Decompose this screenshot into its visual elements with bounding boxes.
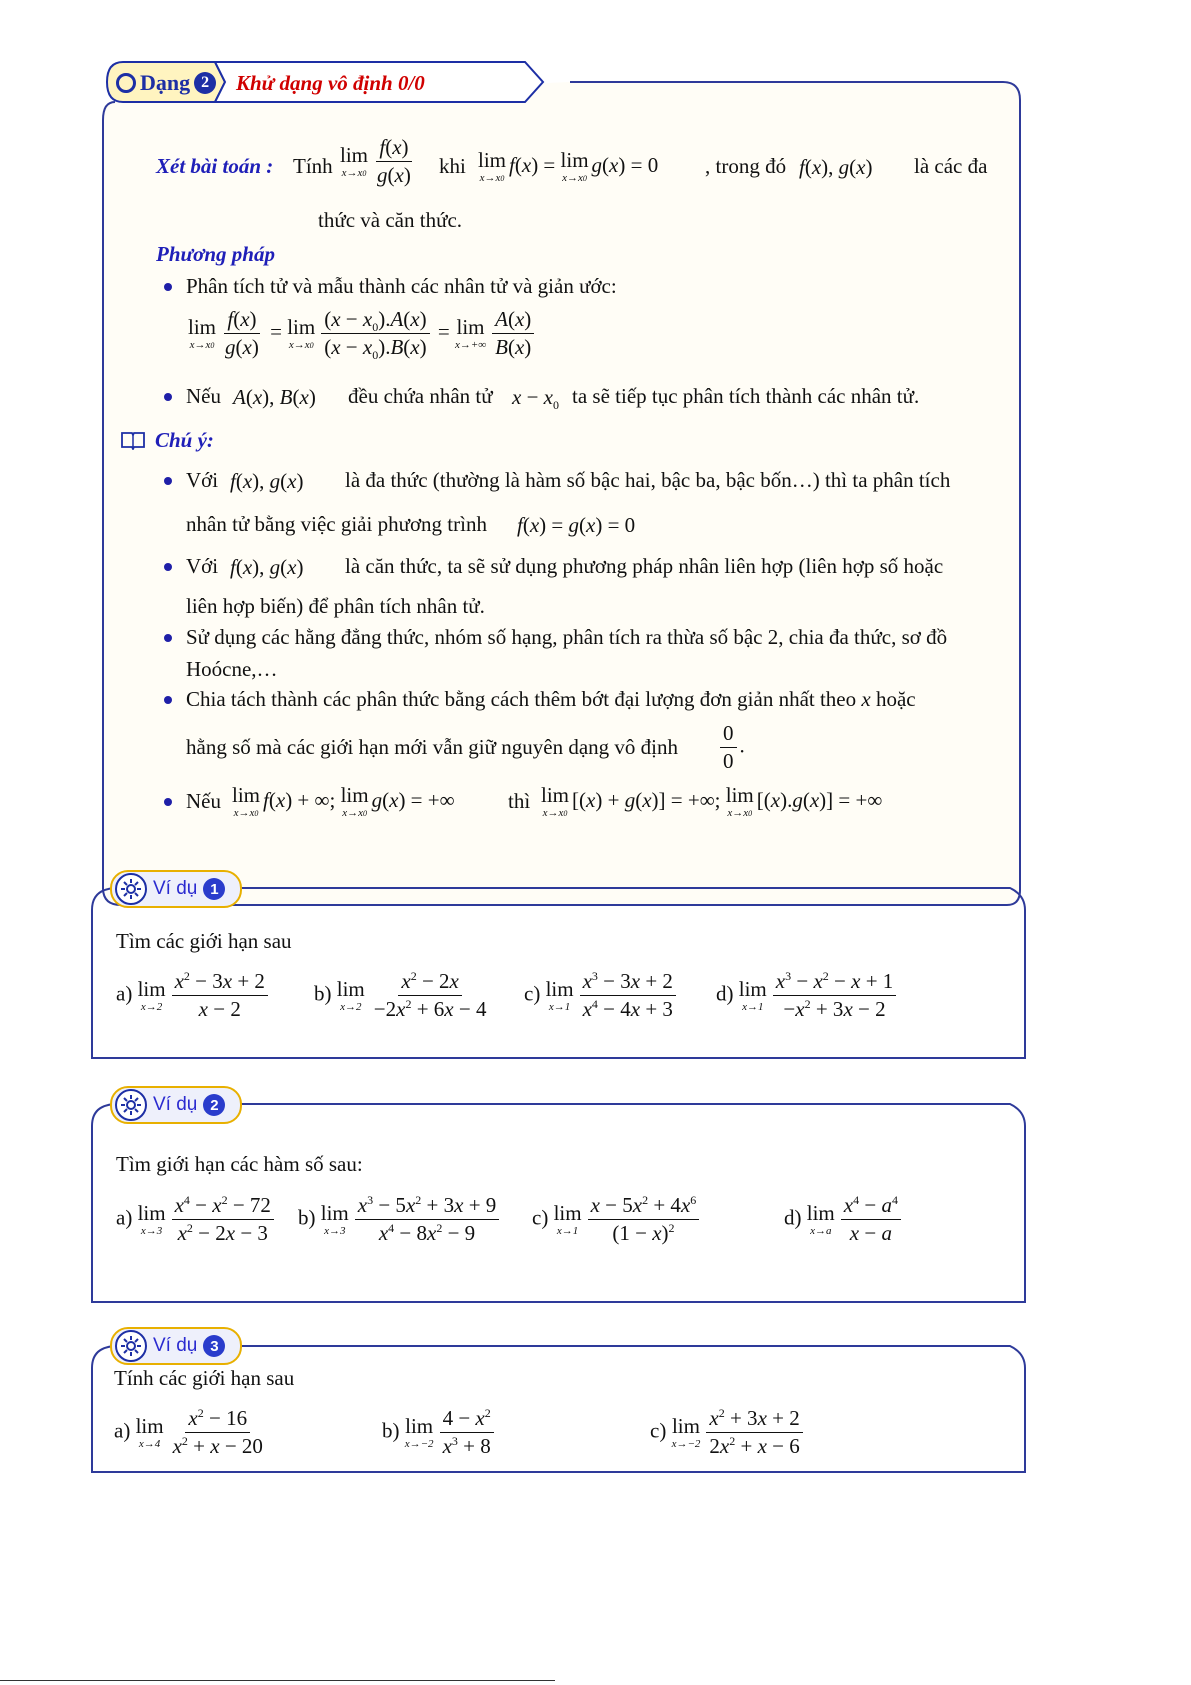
bullet-icon <box>164 634 172 642</box>
method-bullet-1: Phân tích tử và mẫu thành các nhân tử và giản ước: <box>186 274 617 298</box>
example-2-prompt: Tìm giới hạn các hàm số sau: <box>116 1152 363 1176</box>
note-title: Chú ý: <box>155 428 214 452</box>
gear-icon <box>115 1089 147 1121</box>
item-label: a) <box>116 981 133 1006</box>
note-n1-pre: Với <box>186 468 219 492</box>
header-title: Khử dạng vô định 0/0 <box>236 71 425 95</box>
example-1-item-b: b) lim x→2 $\frac{x^2 - 2x}{-2x^2 + 6x - 4}$ <box>314 969 487 1022</box>
bullet-icon <box>164 283 172 291</box>
formula-lim-zero: lim x→x0 f(x) = lim x→x0 g(x) = 0 <box>478 148 659 184</box>
example-3-prompt: Tính các giới hạn sau <box>114 1366 295 1390</box>
formula-infinity-condition: lim x→x0 f(x) + ∞; lim x→x0 g(x) = +∞ <box>232 783 455 819</box>
example-2-number: 2 <box>203 1094 225 1116</box>
example-3-number: 3 <box>203 1335 225 1357</box>
example-1-item-d: d) lim x→1 $\frac{x^3 - x^2 - x + 1}{-x^2 + 3x - 2}$ <box>716 968 899 1024</box>
header-dang <box>116 70 216 96</box>
bullet-icon <box>164 393 172 401</box>
formula-fx-gx: f(x), g(x) <box>230 555 304 579</box>
formula-fx-gx: f(x), g(x) <box>799 155 873 179</box>
example-1-item-c: c) lim x→1 $\frac{x^3 - 3x + 2}{x^4 - 4x + 3}$ <box>524 968 679 1024</box>
item-label: d) <box>716 981 734 1006</box>
note-n4-line1-b: hoặc <box>875 687 916 711</box>
bullet-icon <box>164 477 172 485</box>
book-icon <box>120 430 146 450</box>
circle-icon <box>116 73 136 93</box>
item-label: c) <box>650 1418 667 1443</box>
note-n2-pre: Với <box>186 554 219 578</box>
note-n2-post: là căn thức, ta sẽ sử dụng phương pháp nhân liên hợp (liên hợp số hoặc <box>345 554 944 578</box>
tinh-text: Tính <box>293 154 333 178</box>
item-label: a) <box>114 1418 131 1443</box>
trong-do-text: , trong đó <box>705 154 787 178</box>
example-1-number: 1 <box>203 878 225 900</box>
example-3-item-b: b) lim x→−2 $\frac{4 - x^2}{x^3 + 8}$ <box>382 1405 497 1461</box>
item-label: c) <box>532 1205 549 1230</box>
footer-rule <box>0 1680 555 1681</box>
example-3-label: Ví dụ <box>153 1335 198 1356</box>
method-b2-mid: đều chứa nhân tử <box>348 384 493 408</box>
example-1-prompt: Tìm các giới hạn sau <box>116 929 292 953</box>
example-2-item-b: b) lim x→3 $\frac{x^3 - 5x^2 + 3x + 9}{x^4 - 8x^2 - 9}$ <box>298 1192 502 1248</box>
bullet-icon <box>164 696 172 704</box>
formula-infinity-result: lim x→x0 [(x) + g(x)] = +∞; lim x→x0 [(x).g(x)] = +∞ <box>541 783 883 819</box>
note-n5-pre: Nếu <box>186 789 221 813</box>
formula-lim-f-over-g: lim x→x0 $\frac{f(x)}{g(x)}$ <box>340 135 411 188</box>
note-n4-line1: Chia tách thành các phân thức bằng cách thêm bớt đại lượng đơn giản nhất theo x hoặc <box>186 687 916 711</box>
dang-number: 2 <box>194 72 216 94</box>
xet-label: Xét bài toán : <box>156 154 274 178</box>
note-n3-line1: Sử dụng các hằng đẳng thức, nhóm số hạng, phân tích ra thừa số bậc 2, chia đa thức, sơ đồ <box>186 625 948 649</box>
example-2-item-c: c) lim x→1 $\frac{x - 5x^2 + 4x^6}{(1 - x)^2}$ <box>532 1192 702 1248</box>
item-label: b) <box>382 1418 400 1443</box>
example-1-badge <box>110 870 242 908</box>
intro-line2: thức và căn thức. <box>318 208 463 232</box>
khi-text: khi <box>439 154 466 178</box>
method-b2-post: ta sẽ tiếp tục phân tích thành các nhân tử. <box>572 384 920 408</box>
note-n3-line2: Hoócne,… <box>186 657 278 681</box>
example-1-label: Ví dụ <box>153 878 198 899</box>
example-3-item-c: c) lim x→−2 $\frac{x^2 + 3x + 2}{2x^2 + x - 6}$ <box>650 1405 806 1461</box>
formula-fx-gx: f(x), g(x) <box>230 469 304 493</box>
formula-x-minus-x0: $x - x_0$ <box>512 385 559 413</box>
bullet-icon <box>164 563 172 571</box>
note-n2-line2: liên hợp biến) để phân tích nhân tử. <box>186 594 485 618</box>
gear-icon <box>115 1330 147 1362</box>
formula-ax-bx: A(x), B(x) <box>233 385 316 409</box>
note-n5-thi: thì <box>508 789 531 813</box>
formula-fx-eq-gx-eq-0: f(x) = g(x) = 0 <box>517 513 636 537</box>
example-1-item-a: a) lim x→2 $\frac{x^2 - 3x + 2}{x - 2}$ <box>116 968 271 1024</box>
example-2-item-a: a) lim x→3 $\frac{x^4 - x^2 - 72}{x^2 - 2x - 3}$ <box>116 1192 277 1248</box>
formula-factor: lim x→x0 $\frac{f(x)}{g(x)}$ = lim x→x0 $\frac{(x - x_0).A(x)}{(x - x_0).B(x)}$ = lim x→+∞ $\frac{A(x)}{B(x)}$ <box>188 306 537 362</box>
item-label: b) <box>298 1205 316 1230</box>
gear-icon <box>115 873 147 905</box>
method-b2-pre: Nếu <box>186 384 221 408</box>
note-n4-line1-a: Chia tách thành các phân thức bằng cách thêm bớt đại lượng đơn giản nhất theo <box>186 687 857 711</box>
example-3-item-a: a) lim x→4 $\frac{x^2 - 16}{x^2 + x - 20}$ <box>114 1406 263 1459</box>
la-cac-da-text: là các đa <box>914 154 988 178</box>
note-n1-post: là đa thức (thường là hàm số bậc hai, bậc ba, bậc bốn…) thì ta phân tích <box>345 468 951 492</box>
example-3-badge <box>110 1327 242 1365</box>
method-title: Phương pháp <box>156 242 275 266</box>
note-n4-line2: hằng số mà các giới hạn mới vẫn giữ nguyên dạng vô định <box>186 735 678 759</box>
dang-label: Dạng <box>140 70 191 95</box>
example-2-item-d: d) lim x→a $\frac{x^4 - a^4}{x - a}$ <box>784 1192 904 1248</box>
item-label: a) <box>116 1205 133 1230</box>
example-2-badge <box>110 1086 242 1124</box>
bullet-icon <box>164 798 172 806</box>
item-label: b) <box>314 981 332 1006</box>
note-n1-line2: nhân tử bằng việc giải phương trình <box>186 512 487 536</box>
example-2-label: Ví dụ <box>153 1094 198 1115</box>
item-label: c) <box>524 981 541 1006</box>
formula-zero-over-zero: $\frac{0}{0}$ . <box>717 720 745 776</box>
item-label: d) <box>784 1205 802 1230</box>
